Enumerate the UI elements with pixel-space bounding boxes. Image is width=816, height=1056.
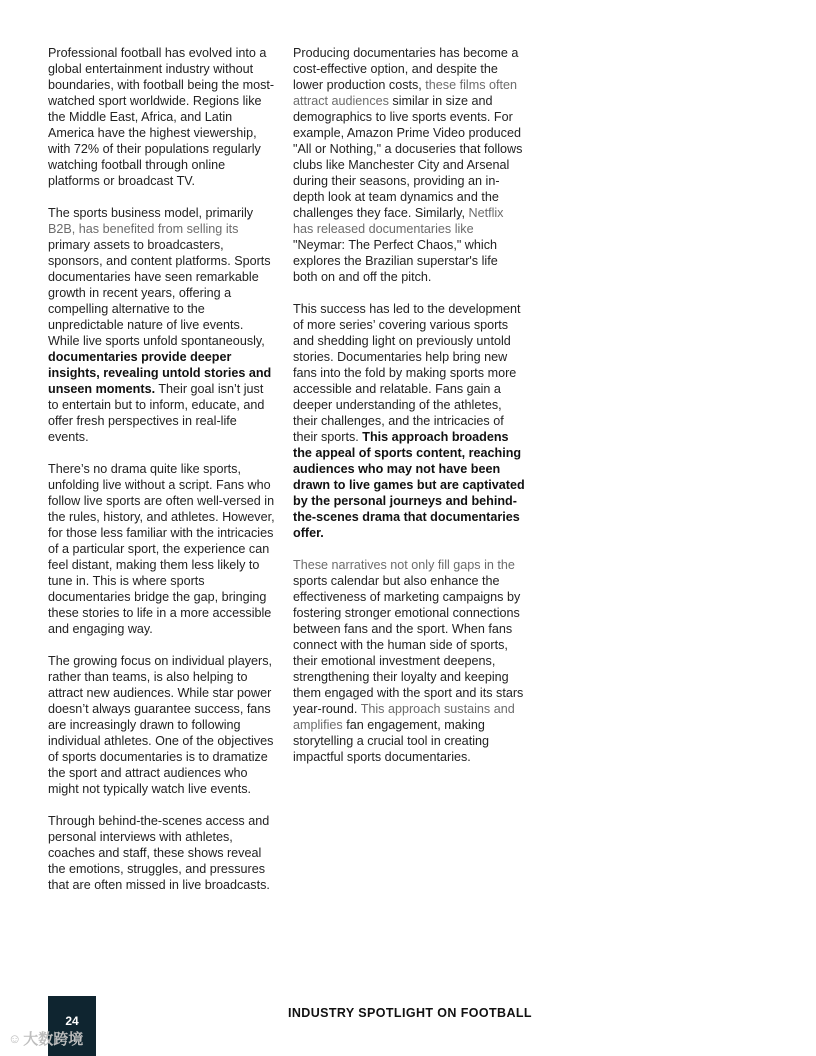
paragraph: The sports business model, primarily B2B, has benefited from selling its primary assets to broadcasters, sponsors, and content platforms. Sports documentaries have seen remarkable growth in recent years, offering a compelling alternative to the unpredictable nature of live events. While live sports unfold spontaneously, documentaries provide deeper insights, revealing untold stories and unseen moments. Their goal isn’t just to entertain but to inform, educate, and offer fresh perspectives in real-life events. [48, 206, 272, 444]
paragraph: Producing documentaries has become a cost-effective option, and despite the lower production costs, these films often attract audiences similar in size and demographics to live sports events. For example, Amazon Prime Video produced "All or Nothing," a docuseries that follows clubs like Manchester City and Arsenal during their seasons, providing an in-depth look at team dynamics and the challenges they face. Similarly, Netflix has released documentaries like "Neymar: The Perfect Chaos," which explores the Brazilian superstar's life both on and off the pitch. [293, 46, 523, 284]
highlighted-text: B2B, has benefited from selling its [48, 222, 239, 236]
paragraph: Through behind-the-scenes access and personal interviews with athletes, coaches and staff, these shows reveal the emotions, struggles, and pressures that are often missed in live broadcasts. [48, 814, 270, 892]
paragraph: Professional football has evolved into a global entertainment industry without boundaries, with football being the most-watched sport worldwide. Regions like the Middle East, Africa, and Latin America have the highest viewership, with 72% of their populations regularly watching football through online platforms or broadcast TV. [48, 46, 275, 188]
watermark-text: 大数跨境 [23, 1031, 84, 1048]
paragraph: These narratives not only fill gaps in the sports calendar but also enhance the effectiveness of marketing campaigns by fostering stronger emotional connections between fans and the sport. When fans connect with the human side of sports, their emotional investment deepens, strengthening their loyalty and keeping them engaged with the sport and its stars year-round. This approach sustains and amplifies fan engagement, making storytelling a crucial tool in creating impactful sports documentaries. [293, 558, 524, 764]
watermark-logo-icon: ☺ [8, 1031, 22, 1046]
highlighted-text: This approach sustains and amplifies [293, 702, 515, 732]
watermark [8, 1028, 83, 1049]
page-number: 24 [65, 1014, 79, 1028]
left-column [48, 45, 276, 909]
section-title: INDUSTRY SPOTLIGHT ON FOOTBALL [288, 1006, 532, 1020]
bold-emphasis: documentaries provide deeper insights, revealing untold stories and unseen moments. [48, 350, 272, 396]
bold-emphasis: This approach broadens the appeal of sports content, reaching audiences who may not have been drawn to live games but are captivated by the personal journeys and behind-the-scenes drama that documentaries offer. [293, 430, 525, 540]
paragraph: This success has led to the development of more series’ covering various sports and shedding light on previously untold stories. Documentaries help bring new fans into the fold by making sports more accessible and relatable. Fans gain a deeper understanding of the athletes, their challenges, and the intricacies of their sports. This approach broadens the appeal of sports content, reaching audiences who may not have been drawn to live games but are captivated by the personal journeys and behind-the-scenes drama that documentaries offer. [293, 302, 525, 540]
right-column [293, 45, 525, 781]
highlighted-text: these films often attract audiences [293, 78, 517, 108]
highlighted-text: Netflix has released documentaries like [293, 206, 504, 236]
paragraph: The growing focus on individual players, rather than teams, is also helping to attract new audiences. While star power doesn’t always guarantee success, fans are increasingly drawn to following individual athletes. One of the objectives of sports documentaries is to dramatize the sport and attract audiences who might not typically watch live events. [48, 654, 274, 796]
highlighted-text: These narratives not only fill gaps in the [293, 558, 515, 572]
paragraph: There’s no drama quite like sports, unfolding live without a script. Fans who follow live sports are often well-versed in the rules, history, and athletes. However, for those less familiar with the intricacies of a particular sport, the experience can feel distant, making them less likely to tune in. This is where sports documentaries bridge the gap, bringing these stories to life in a more accessible and engaging way. [48, 462, 275, 636]
